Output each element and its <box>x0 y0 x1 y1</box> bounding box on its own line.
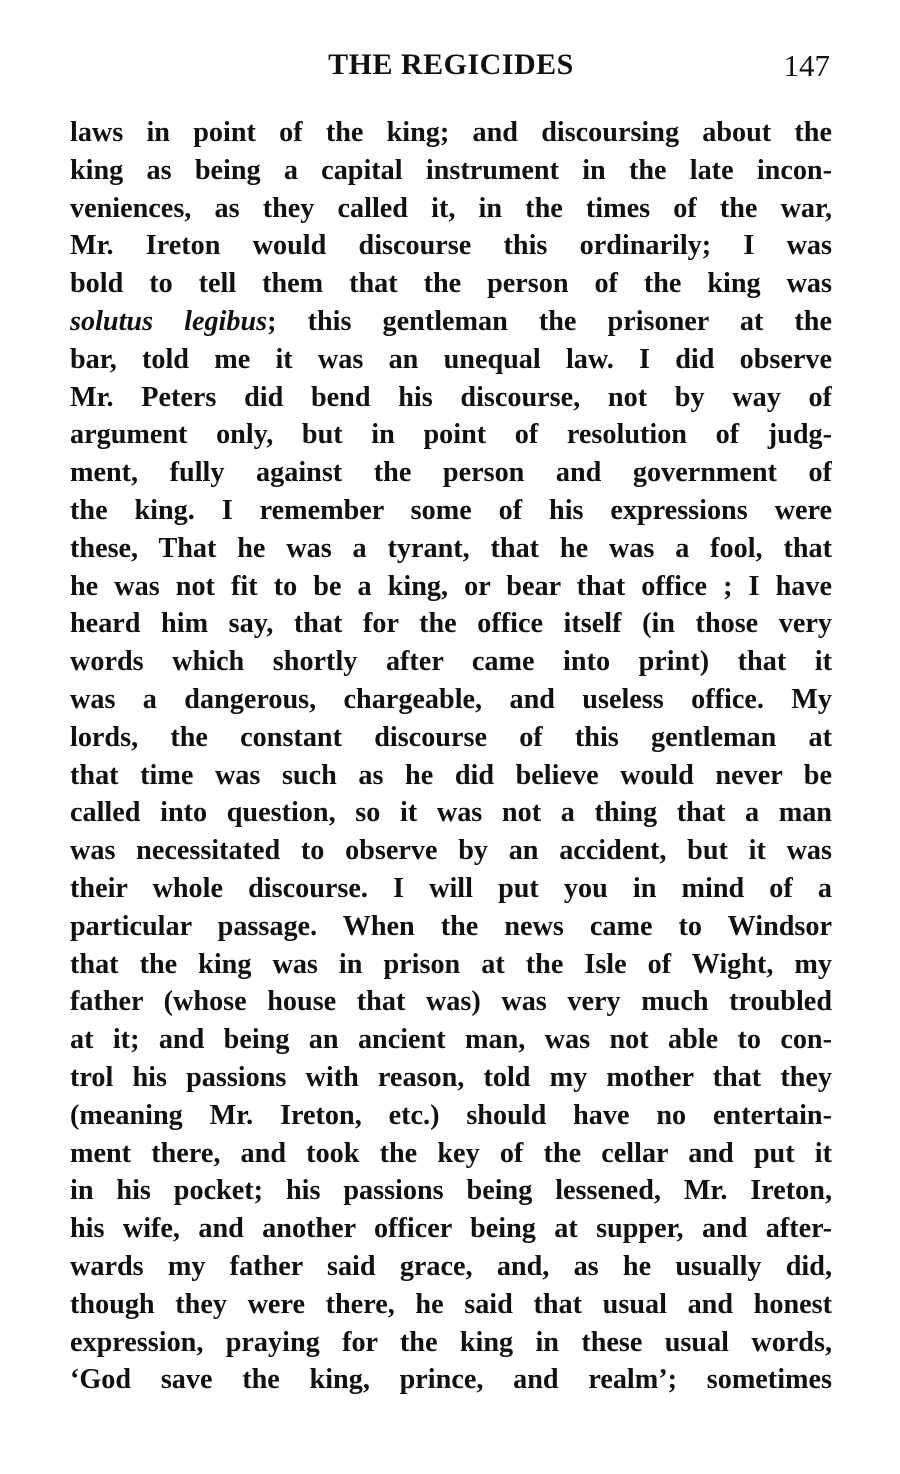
running-title: THE REGICIDES <box>328 48 574 81</box>
text-line: king as being a capital instrument in the late incon- <box>70 154 832 186</box>
text-line: argument only, but in point of resolution of judg- <box>70 419 832 451</box>
text-line: wards my father said grace, and, as he usually did, <box>70 1250 832 1282</box>
text-line: lords, the constant discourse of this gentleman at <box>70 721 832 753</box>
text-line <box>70 303 832 341</box>
text-line: his wife, and another officer being at supper, and after- <box>70 1213 832 1245</box>
text-line: ment, fully against the person and government of <box>70 457 832 489</box>
text-line: father (whose house that was) was very much troubled <box>70 986 832 1018</box>
running-head <box>70 48 832 88</box>
text-line: bold to tell them that the person of the king was <box>70 268 832 300</box>
text-line: the king. I remember some of his expressions were <box>70 494 832 526</box>
text-line: these, That he was a tyrant, that he was a fool, that <box>70 532 832 564</box>
text-line: called into question, so it was not a thing that a man <box>70 797 832 829</box>
text-line: words which shortly after came into print) that it <box>70 646 832 678</box>
text-line: he was not fit to be a king, or bear that office ; I have <box>70 570 832 602</box>
text-line: was necessitated to observe by an accident, but it was <box>70 835 832 867</box>
text-line: heard him say, that for the office itself (in those very <box>70 608 832 640</box>
text-line: was a dangerous, chargeable, and useless office. My <box>70 683 832 715</box>
text-line: (meaning Mr. Ireton, etc.) should have no entertain- <box>70 1099 832 1131</box>
text-line: Mr. Peters did bend his discourse, not by way of <box>70 381 832 413</box>
text-line: ment there, and took the key of the cellar and put it <box>70 1137 832 1169</box>
latin-phrase: solutus legibus <box>70 305 268 337</box>
text-line: expression, praying for the king in these usual words, <box>70 1326 832 1358</box>
text-line: their whole discourse. I will put you in mind of a <box>70 872 832 904</box>
text-line: veniences, as they called it, in the times of the war, <box>70 192 832 224</box>
text-line: though they were there, he said that usual and honest <box>70 1288 832 1320</box>
text-line: at it; and being an ancient man, was not able to con- <box>70 1024 832 1056</box>
text-line: laws in point of the king; and discoursing about the <box>70 117 832 148</box>
page-number: 147 <box>783 48 830 83</box>
text-line: bar, told me it was an unequal law. I did observe <box>70 343 832 375</box>
text-line: ‘God save the king, prince, and realm’; sometimes <box>70 1364 832 1396</box>
text-line: trol his passions with reason, told my mother that they <box>70 1061 832 1093</box>
text-line: that the king was in prison at the Isle of Wight, my <box>70 948 832 980</box>
text-line: Mr. Ireton would discourse this ordinarily; I was <box>70 230 832 262</box>
text-line: particular passage. When the news came to Windsor <box>70 910 832 942</box>
text-line: that time was such as he did believe would never be <box>70 759 832 791</box>
text-segment: ; this gentleman the prisoner at the <box>267 305 832 337</box>
body-text <box>70 114 832 1399</box>
text-line: in his pocket; his passions being lessened, Mr. Ireton, <box>70 1175 832 1207</box>
